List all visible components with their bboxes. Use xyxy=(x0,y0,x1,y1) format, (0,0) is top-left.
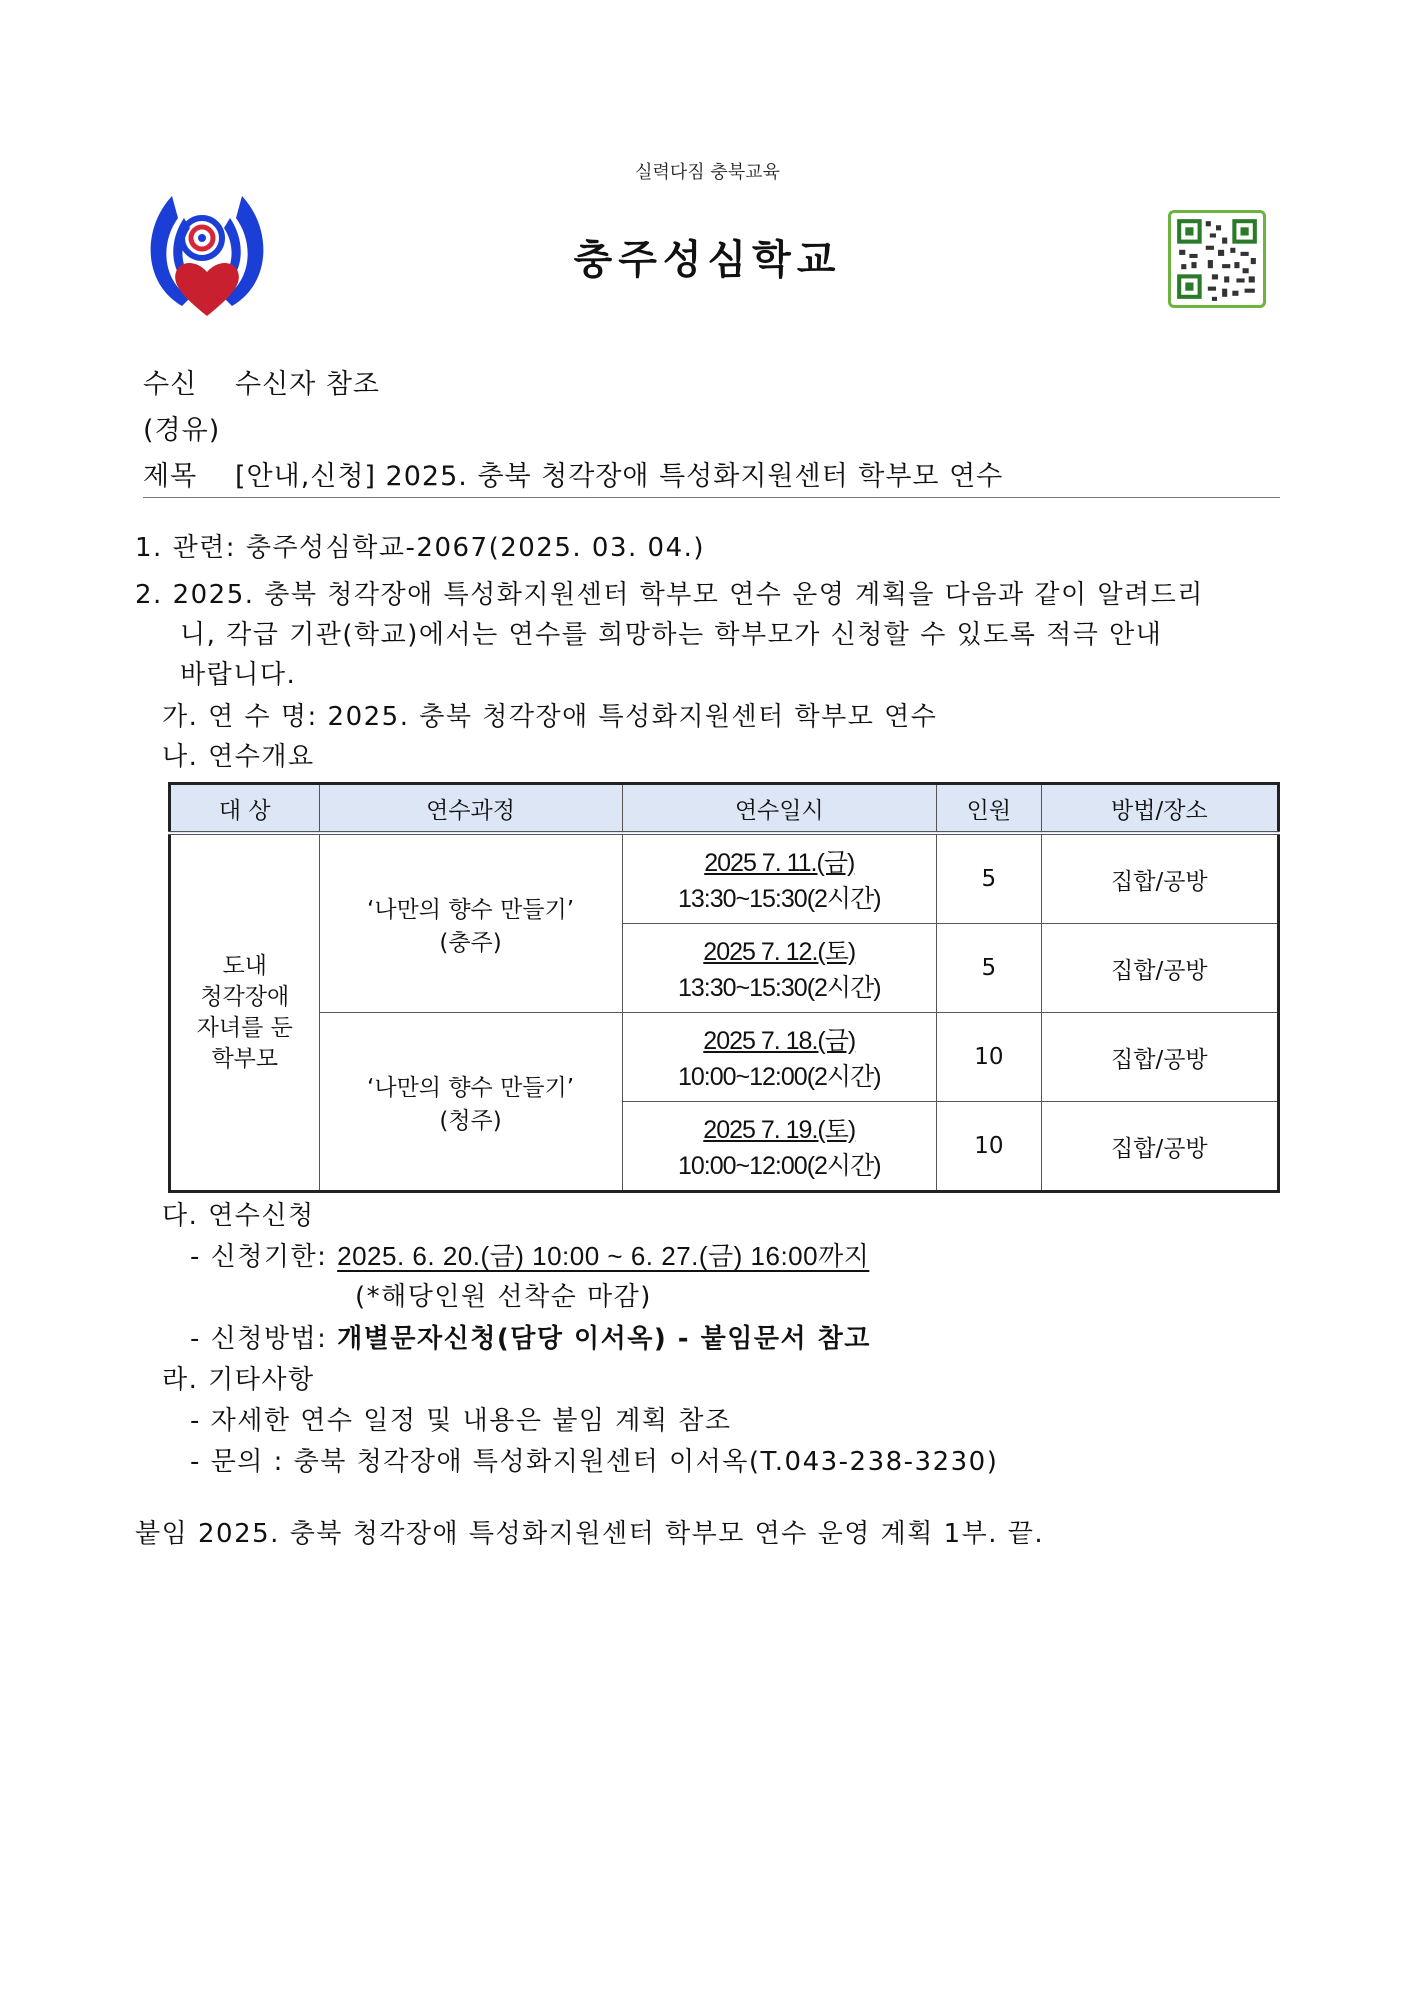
related-item: 1. 관련: 충주성심학교-2067(2025. 03. 04.) xyxy=(135,533,706,563)
attachment-line: 붙임 2025. 충북 청각장애 특성화지원센터 학부모 연수 운영 계획 1부. 끝. xyxy=(135,1519,1045,1549)
header-course: 연수과정 xyxy=(319,784,622,834)
method-row xyxy=(190,1318,871,1355)
etc-heading: 라. 기타사항 xyxy=(162,1365,315,1395)
qr-code-icon[interactable] xyxy=(1168,210,1266,308)
table-header-row xyxy=(170,784,1279,834)
notice-line-1: 2. 2025. 충북 청각장애 특성화지원센터 학부모 연수 운영 계획을 다음과 같이 알려드리 xyxy=(135,580,1204,610)
table-row xyxy=(170,833,1279,924)
motto: 실력다짐 충북교육 xyxy=(635,162,780,183)
recipient-value: 수신자 참조 xyxy=(235,369,380,400)
subject-row xyxy=(143,454,1003,493)
notice-line-3: 바랍니다. xyxy=(180,660,297,690)
via-label: (경유) xyxy=(143,415,221,446)
deadline-row xyxy=(190,1236,869,1273)
header-count: 인원 xyxy=(936,784,1041,834)
count-cell: 5 xyxy=(936,833,1041,924)
school-name: 충주성심학교 xyxy=(573,237,842,283)
count-cell: 10 xyxy=(936,1013,1041,1102)
course-cell-cheongju: ‘나만의 향수 만들기’ (청주) xyxy=(319,1013,622,1192)
training-name: 가. 연 수 명: 2025. 충북 청각장애 특성화지원센터 학부모 연수 xyxy=(162,702,938,732)
training-schedule-table xyxy=(168,782,1280,1193)
application-heading: 다. 연수신청 xyxy=(162,1201,315,1231)
count-cell: 10 xyxy=(936,1102,1041,1192)
notice-line-2: 니, 각급 기관(학교)에서는 연수를 희망하는 학부모가 신청할 수 있도록 적극 안내 xyxy=(180,620,1163,650)
table-row xyxy=(170,1013,1279,1102)
datetime-cell: 2025 7. 12.(토) 13:30~15:30(2시간) xyxy=(622,924,936,1013)
etc-contact: - 문의 : 충북 청각장애 특성화지원센터 이서옥(T.043-238-3230) xyxy=(190,1447,999,1477)
place-cell: 집합/공방 xyxy=(1041,1013,1278,1102)
datetime-cell: 2025 7. 19.(토) 10:00~12:00(2시간) xyxy=(622,1102,936,1192)
subject-value: [안내,신청] 2025. 충북 청각장애 특성화지원센터 학부모 연수 xyxy=(235,461,1004,492)
datetime-cell: 2025 7. 11.(금) 13:30~15:30(2시간) xyxy=(622,833,936,924)
subject-label: 제목 xyxy=(143,461,198,492)
deadline-value: 2025. 6. 20.(금) 10:00 ~ 6. 27.(금) 16:00까지 xyxy=(337,1241,870,1271)
deadline-note: (*해당인원 선착순 마감) xyxy=(355,1282,652,1312)
method-value: 개별문자신청(담당 이서옥) - 붙임문서 참고 xyxy=(337,1324,871,1354)
course-cell-chungju: ‘나만의 향수 만들기’ (충주) xyxy=(319,833,622,1013)
header-divider xyxy=(143,497,1280,498)
header-method: 방법/장소 xyxy=(1041,784,1278,834)
deadline-label: - 신청기한: xyxy=(190,1242,338,1272)
header-datetime: 연수일시 xyxy=(622,784,936,834)
recipient-row xyxy=(143,362,380,401)
overview-heading: 나. 연수개요 xyxy=(162,742,315,772)
header-target: 대 상 xyxy=(170,784,320,834)
target-cell: 도내 청각장애 자녀를 둔 학부모 xyxy=(170,833,320,1192)
method-label: - 신청방법: xyxy=(190,1324,338,1354)
etc-detail: - 자세한 연수 일정 및 내용은 붙임 계획 참조 xyxy=(190,1406,732,1436)
place-cell: 집합/공방 xyxy=(1041,924,1278,1013)
place-cell: 집합/공방 xyxy=(1041,833,1278,924)
recipient-label: 수신 xyxy=(143,369,198,400)
datetime-cell: 2025 7. 18.(금) 10:00~12:00(2시간) xyxy=(622,1013,936,1102)
count-cell: 5 xyxy=(936,924,1041,1013)
place-cell: 집합/공방 xyxy=(1041,1102,1278,1192)
